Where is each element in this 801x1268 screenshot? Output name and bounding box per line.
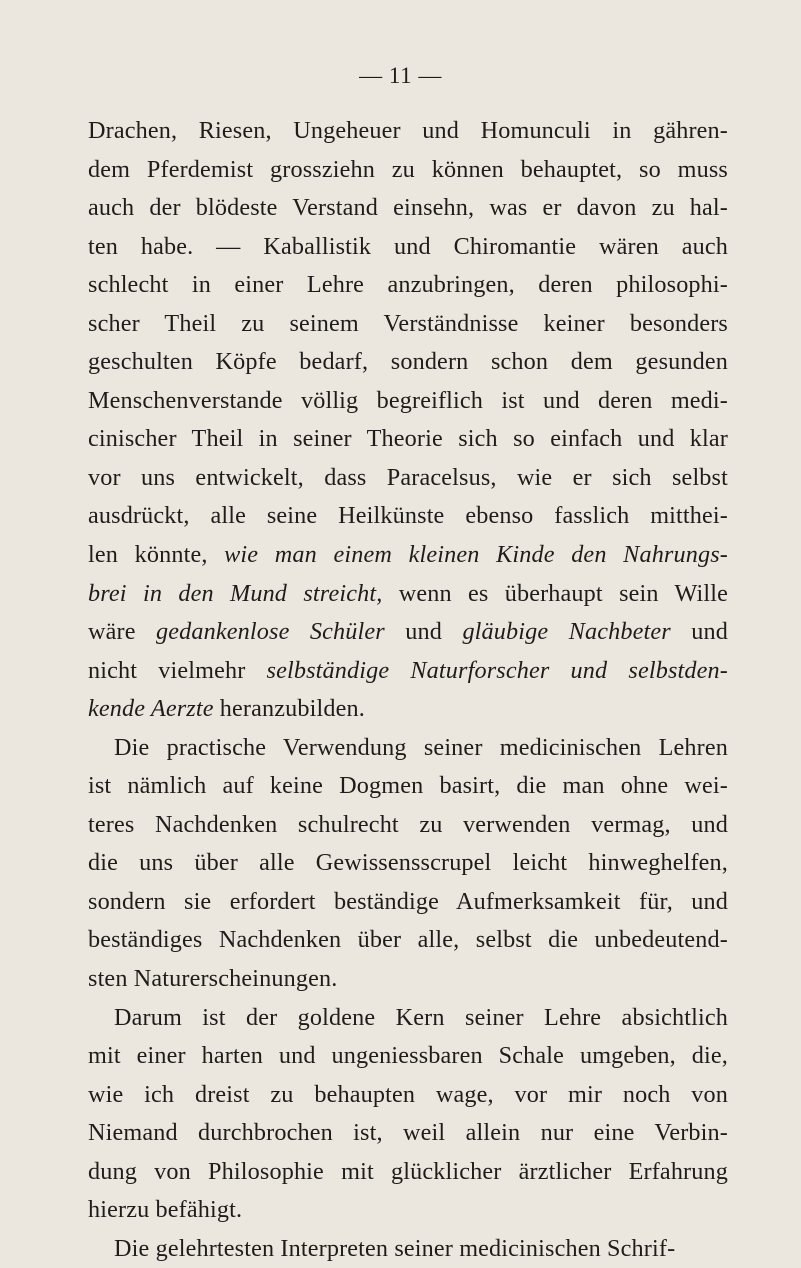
text-line [88,228,728,267]
text-line [88,1153,728,1192]
text-line [88,1076,728,1115]
text-segment: und [670,618,728,646]
text-segment: dem Pferdemist grossziehn zu können behauptet, so muss [88,155,728,183]
text-line [88,382,728,421]
text-segment: und [384,618,463,646]
text-segment: beständiges Nachdenken über alle, selbst die unbedeutend- [88,926,728,954]
text-segment: dung von Philosophie mit glücklicher ärztlicher Erfahrung [88,1157,728,1185]
text-segment: Die practische Verwendung seiner medicinischen Lehren [114,733,728,761]
text-segment: hierzu befähigt. [88,1196,243,1224]
text-line [88,305,728,344]
text-segment: teres Nachdenken schulrecht zu verwenden vermag, und [88,810,728,838]
text-segment: Niemand durchbrochen ist, weil allein nur eine Verbin- [88,1119,728,1147]
text-segment: die uns über alle Gewissensscrupel leicht hinweghelfen, [88,849,728,877]
text-line [88,343,728,382]
text-line [88,729,728,768]
italic-text-segment: kende Aerzte [88,695,214,723]
italic-text-segment: gläubige Nachbeter [462,618,671,646]
text-line [88,536,728,575]
text-line [88,1191,728,1230]
text-line [88,767,728,806]
text-line [88,960,728,999]
text-segment: len könnte, [88,541,225,569]
text-segment: cinischer Theil in seiner Theorie sich so einfach und klar [88,425,728,453]
italic-text-segment: wie man einem kleinen Kinde den Nahrungs- [224,541,728,569]
text-segment: nicht vielmehr [88,656,267,684]
text-segment: ausdrückt, alle seine Heilkünste ebenso fasslich mitthei- [88,502,728,530]
text-line [88,806,728,845]
text-line [88,189,728,228]
text-segment: ten habe. — Kaballistik und Chiromantie wären auch [88,232,728,260]
text-segment: vor uns entwickelt, dass Paracelsus, wie er sich selbst [88,463,728,491]
text-segment: auch der blödeste Verstand einsehn, was er davon zu hal- [88,194,728,222]
text-line [88,459,728,498]
text-line [88,844,728,883]
text-segment: wenn es überhaupt sein Wille [382,579,728,607]
text-line [88,1037,728,1076]
text-segment: schlecht in einer Lehre anzubringen, deren philosophi- [88,271,728,299]
body-text [88,112,728,1268]
text-segment: geschulten Köpfe bedarf, sondern schon dem gesunden [88,348,728,376]
italic-text-segment: gedankenlose Schüler [156,618,385,646]
page-number: — 11 — [359,63,442,88]
text-segment: Die gelehrtesten Interpreten seiner medicinischen Schrif- [114,1234,676,1262]
text-line [88,1114,728,1153]
text-segment: heranzubilden. [213,695,365,723]
text-segment: wäre [88,618,157,646]
text-line [88,690,728,729]
text-segment: sten Naturerscheinungen. [88,965,338,993]
text-segment: wie ich dreist zu behaupten wage, vor mir noch von [88,1080,728,1108]
text-line [88,420,728,459]
text-segment: Darum ist der goldene Kern seiner Lehre absichtlich [114,1003,728,1031]
text-segment: Menschenverstande völlig begreiflich ist und deren medi- [88,386,728,414]
text-line [88,575,728,614]
text-line [88,999,728,1038]
text-line [88,497,728,536]
text-line [88,883,728,922]
text-segment: sondern sie erfordert beständige Aufmerksamkeit für, und [88,887,728,915]
text-line [88,151,728,190]
text-line [88,613,728,652]
text-line [88,266,728,305]
text-line [88,921,728,960]
text-segment: scher Theil zu seinem Verständnisse keiner besonders [88,309,728,337]
text-segment: Drachen, Riesen, Ungeheuer und Homunculi in gähren- [88,117,728,144]
italic-text-segment: brei in den Mund streicht, [88,579,383,607]
italic-text-segment: selbständige Naturforscher und selbstden- [266,656,728,684]
text-line [88,112,728,151]
text-line [88,652,728,691]
text-segment: ist nämlich auf keine Dogmen basirt, die man ohne wei- [88,772,728,800]
text-line [88,1230,728,1268]
text-segment: mit einer harten und ungeniessbaren Schale umgeben, die, [88,1042,728,1070]
